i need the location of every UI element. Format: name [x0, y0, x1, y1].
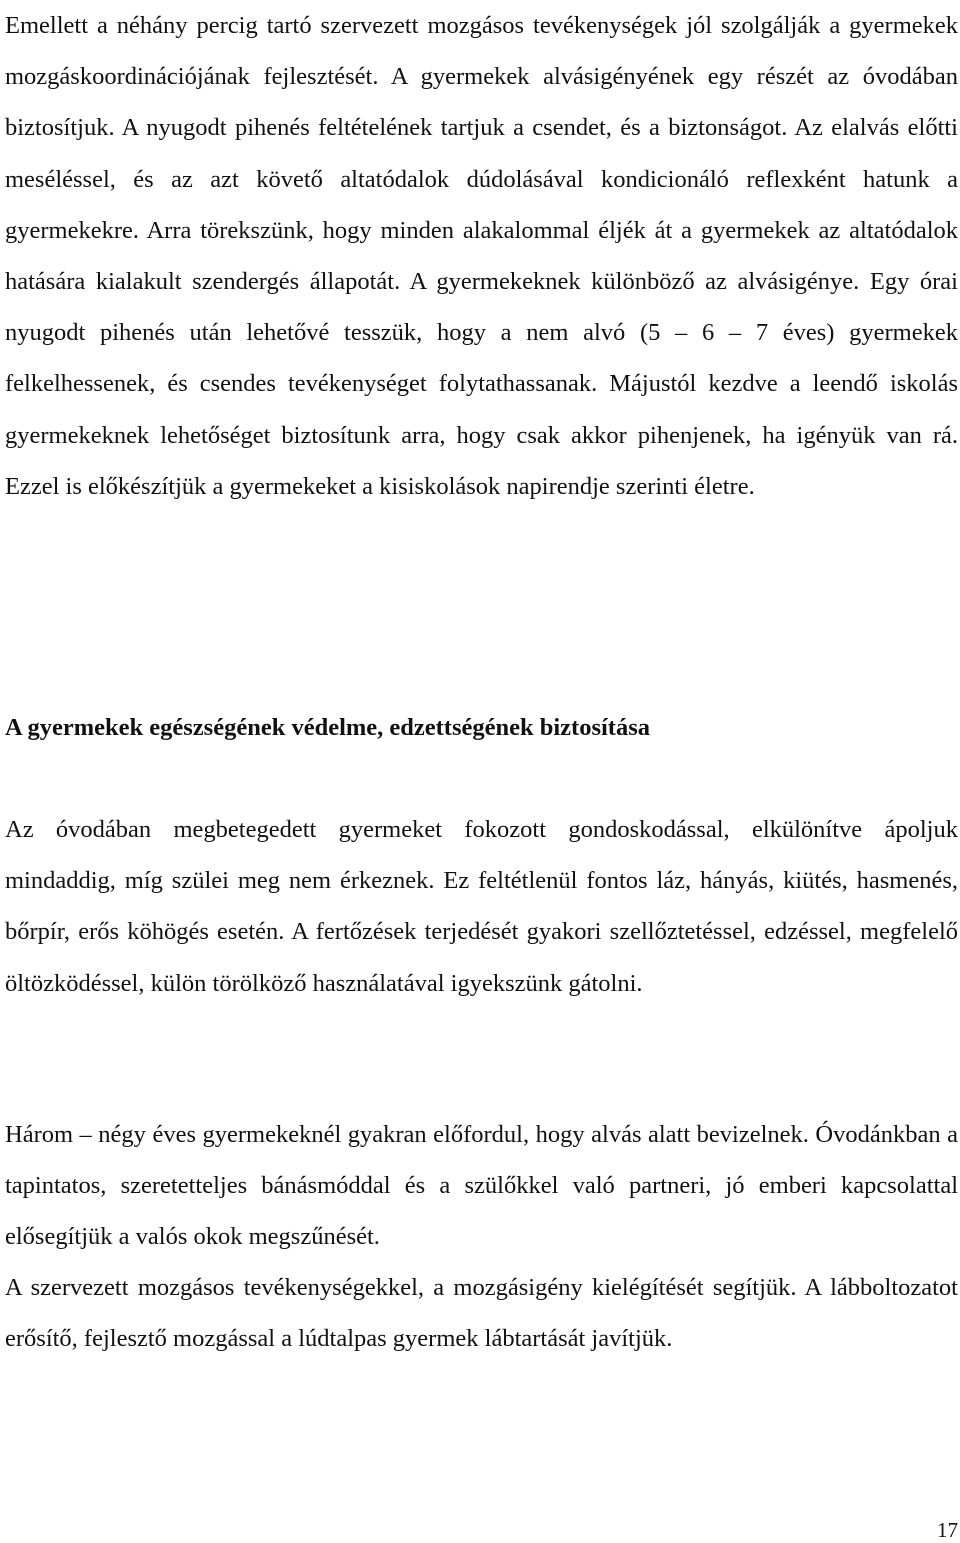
- paragraph-sick-children-care: Az óvodában megbetegedett gyermeket fokozott gondoskodással, elkülönítve ápoljuk mindaddig, míg szülei meg nem érkeznek. Ez feltétlenül fontos láz, hányás, kiütés, hasmenés, bőrpír, erős köhögés esetén. A fertőzések terjedését gyakori szellőztetéssel, edzéssel, megfelelő öltözködéssel, külön törölköző használatával igyekszünk gátolni.: [5, 816, 958, 997]
- section-heading-health-protection: A gyermekek egészségének védelme, edzettségének biztosítása: [5, 714, 651, 741]
- paragraph-bedwetting: Három – négy éves gyermekeknél gyakran előfordul, hogy alvás alatt bevizelnek. Óvodánkban a tapintatos, szeretetteljes bánásmóddal és a szülőkkel való partneri, jó emberi kapcsolattal elősegítjük a valós okok megszűnését.: [5, 1121, 958, 1251]
- paragraph-rest-and-sleep: Emellett a néhány percig tartó szervezett mozgásos tevékenységek jól szolgálják a gyermekek mozgáskoordinációjának fejlesztését. A gyermekek alvásigényének egy részét az óvodában biztosítjuk. A nyugodt pihenés feltételének tartjuk a csendet, és a biztonságot. Az elalvás előtti meséléssel, és az azt követő altatódalok dúdolásával kondicionáló reflexként hatunk a gyermekekre. Arra törekszünk, hogy minden alakalommal éljék át a gyermekek az altatódalok hatására kialakult szendergés állapotát. A gyermekeknek különböző az alvásigénye. Egy órai nyugodt pihenés után lehetővé tesszük, hogy a nem alvó (5 – 6 – 7 éves) gyermekek felkelhessenek, és csendes tevékenységet folytathassanak. Májustól kezdve a leendő iskolás gyermekeknek lehetőséget biztosítunk arra, hogy csak akkor pihenjenek, ha igényük van rá. Ezzel is előkészítjük a gyermekeket a kisiskolások napirendje szerinti életre.: [5, 12, 958, 500]
- page-number: 17: [937, 1518, 958, 1542]
- paragraph-movement-activities: A szervezett mozgásos tevékenységekkel, a mozgásigény kielégítését segítjük. A lábboltozatot erősítő, fejlesztő mozgással a lúdtalpas gyermek lábtartását javítjük.: [5, 1274, 958, 1353]
